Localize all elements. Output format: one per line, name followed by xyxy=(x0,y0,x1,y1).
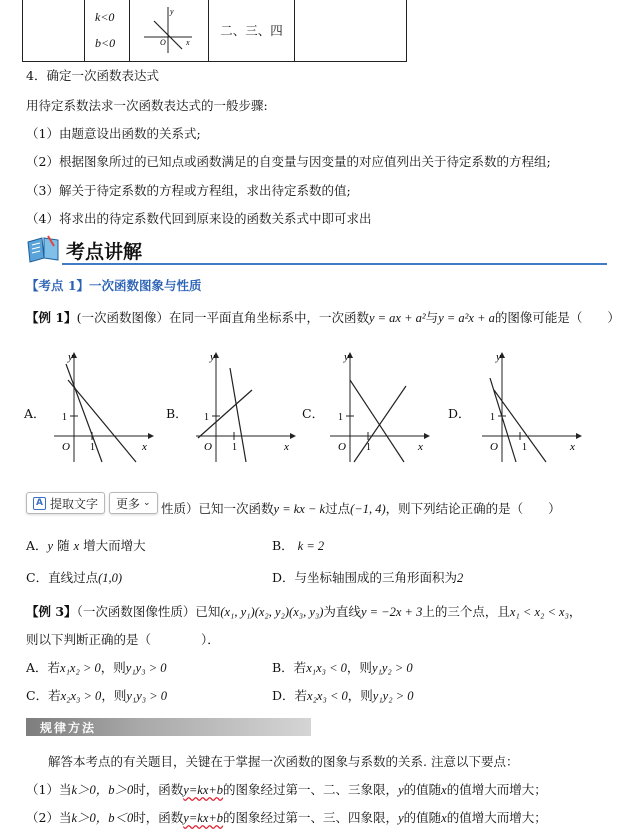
rules-p1-i: 的值增大而增大； xyxy=(446,782,547,797)
example-3-text-c: 上的三个点，且 xyxy=(422,604,510,619)
rules-p2-d: 的图象经过第一、三、四象限， xyxy=(223,810,399,825)
ex3-opt-c-math2: y₁y₃ > 0 xyxy=(126,689,168,703)
graph-d-x-one: 1 xyxy=(522,442,527,453)
example-3-text-d: ， xyxy=(568,604,582,619)
example-3-line-2: 则以下判断正确的是（ ）． xyxy=(26,632,220,647)
ex2-opt-a-t1: 随 xyxy=(57,538,70,553)
example-2-option-d xyxy=(272,568,463,586)
step-2: （2）根据图象所过的已知点或函数满足的自变量与因变量的对应值列出关于待定系数的方程组; xyxy=(26,154,551,169)
example-1-text-c: 的图像可能是（ ） xyxy=(494,310,620,325)
example-2-option-c xyxy=(26,568,122,586)
graph-a-x-label: x xyxy=(142,441,147,453)
example-3-option-b xyxy=(272,658,413,676)
ex3-opt-b-label: B．若 xyxy=(272,660,307,675)
graph-d-y-one: 1 xyxy=(490,412,495,423)
extract-text-label: 提取文字 xyxy=(50,496,99,511)
rules-p2-y: y xyxy=(398,811,404,825)
graph-b-origin: O xyxy=(204,441,212,453)
graph-a-y-label: y xyxy=(68,351,73,363)
rules-p1-cond: k＞0，b＞0 xyxy=(71,783,134,797)
example-3-question xyxy=(26,602,581,620)
svg-text:y: y xyxy=(170,7,174,16)
example-2-function: y = kx − k xyxy=(273,502,326,516)
rules-point-1 xyxy=(26,780,547,798)
graph-b-x-one: 1 xyxy=(232,442,237,453)
section-intro: 用待定系数法求一次函数表达式的一般步骤: xyxy=(26,98,268,113)
section-header-title: 考点讲解 xyxy=(66,241,143,263)
chevron-down-icon: ⌄ xyxy=(143,498,151,508)
rules-p1-a: （1）当 xyxy=(26,782,72,797)
ex2-opt-d-math: 2 xyxy=(457,571,464,585)
example-3-option-d xyxy=(272,686,414,704)
option-b-label: B． xyxy=(166,406,188,421)
step-1: （1）由题意设出函数的关系式; xyxy=(26,126,201,141)
graph-a-y-one: 1 xyxy=(62,412,67,423)
table-cell-graph xyxy=(130,0,209,62)
ex3-opt-a-math: x₁x₂ > 0 xyxy=(60,661,101,675)
example-1-label: 【例 1】 xyxy=(26,310,77,325)
graph-d-y-label: y xyxy=(496,351,501,363)
rules-p2-b: 时，函数 xyxy=(133,810,184,825)
extract-text-button[interactable] xyxy=(26,492,105,514)
ex3-opt-b-math2: y₁y₂ > 0 xyxy=(371,661,413,675)
graph-a-origin: O xyxy=(62,441,70,453)
graph-c-x-one: 1 xyxy=(366,442,371,453)
graph-option-a xyxy=(48,350,158,470)
ex2-opt-b-math: k = 2 xyxy=(297,539,325,553)
step-3: （3）解关于待定系数的方程或方程组，求出待定系数的值; xyxy=(26,183,351,198)
ex2-opt-d-label: D．与坐标轴围成的三角形面积为 xyxy=(272,570,458,585)
step-4: （4）将求出的待定系数代回到原来设的函数关系式中即可求出 xyxy=(26,211,372,226)
graph-b-y-one: 1 xyxy=(204,412,209,423)
example-2-text-a: 性质）已知一次函数 xyxy=(161,501,274,516)
rules-p1-b: 时，函数 xyxy=(133,782,184,797)
rules-p1-d: 的图象经过第一、二、三象限， xyxy=(223,782,399,797)
example-2-option-a xyxy=(26,536,146,554)
ex3-opt-d-math: x₂x₃ < 0 xyxy=(307,689,348,703)
ex3-opt-a-math2: y₁y₃ > 0 xyxy=(125,661,167,675)
rules-p1-x: x xyxy=(441,783,447,797)
example-3-label: 【例 3】 xyxy=(26,604,77,619)
example-2-text-b: 过点 xyxy=(325,501,351,516)
graph-option-c xyxy=(324,350,434,470)
mini-graph xyxy=(130,0,208,58)
ex3-opt-c-math: x₂x₃ > 0 xyxy=(60,689,102,703)
ex2-opt-a-var-y: y xyxy=(47,539,54,553)
graph-d-origin: O xyxy=(490,441,498,453)
ex2-opt-a-var-x: x xyxy=(73,539,80,553)
example-2-question xyxy=(161,499,561,517)
graph-c-y-label: y xyxy=(344,351,349,363)
header-underline xyxy=(62,263,607,265)
svg-text:O: O xyxy=(160,38,166,47)
example-1-text-b: 与 xyxy=(425,310,439,325)
example-3-text-b: 为直线 xyxy=(323,604,361,619)
ex3-opt-a-t: ，则 xyxy=(100,660,126,675)
rules-p2-func: y=kx+b xyxy=(183,811,224,825)
table-cell-empty xyxy=(23,0,85,62)
example-2-option-b xyxy=(272,536,324,554)
condition-k: k<0 xyxy=(95,10,115,24)
graph-a-x-one: 1 xyxy=(90,442,95,453)
example-3-points: (x₁, y₁)(x₂, y₂)(x₃, y₃) xyxy=(220,605,324,619)
example-2-point: (−1, 4) xyxy=(350,502,386,516)
graph-c-y-one: 1 xyxy=(338,412,343,423)
condition-b: b<0 xyxy=(95,36,116,50)
table-cell-quadrants: 二、三、四 xyxy=(209,0,295,62)
graph-b-y-label: y xyxy=(210,351,215,363)
kaodian-label: 【考点 1】一次函数图象与性质 xyxy=(26,278,202,293)
graph-option-d xyxy=(476,350,586,470)
ex2-opt-a-t2: 增大而增大 xyxy=(83,538,146,553)
rules-banner-title: 规律方法 xyxy=(40,721,97,735)
example-1-text-a: (一次函数图像）在同一平面直角坐标系中，一次函数 xyxy=(76,310,369,325)
ex3-opt-c-label: C．若 xyxy=(26,688,61,703)
example-3-line: y = −2x + 3 xyxy=(360,605,423,619)
book-icon xyxy=(24,232,64,264)
ex3-opt-b-t: ，则 xyxy=(346,660,372,675)
table-cell-empty-2 xyxy=(295,0,407,62)
selection-toolbar xyxy=(26,492,158,516)
rules-banner xyxy=(26,718,311,736)
rules-point-2 xyxy=(26,808,547,826)
example-3-option-a xyxy=(26,658,167,676)
section-title: 4．确定一次函数表达式 xyxy=(26,68,159,83)
more-label: 更多 xyxy=(116,496,141,511)
svg-text:x: x xyxy=(186,38,190,47)
example-3-text-a: （一次函数图像性质）已知 xyxy=(76,604,221,619)
rules-p1-func: y=kx+b xyxy=(183,783,224,797)
rules-p2-g: 的值随 xyxy=(403,810,442,825)
ex2-opt-b-label: B． xyxy=(272,538,294,553)
example-3-option-c xyxy=(26,686,167,704)
quadrant-table xyxy=(22,0,407,62)
graph-c-origin: O xyxy=(338,441,346,453)
rules-p2-cond: k＞0，b＜0 xyxy=(71,811,134,825)
graph-b-x-label: x xyxy=(284,441,289,453)
graph-c-x-label: x xyxy=(418,441,423,453)
example-2-text-c: ，则下列结论正确的是（ ） xyxy=(385,501,561,516)
table-cell-conditions xyxy=(85,0,130,62)
option-c-label: C． xyxy=(302,406,325,421)
graph-option-b xyxy=(190,350,300,470)
graph-d-x-label: x xyxy=(570,441,575,453)
option-d-label: D． xyxy=(448,406,471,421)
rules-p2-x: x xyxy=(441,811,447,825)
ex3-opt-c-t: ，则 xyxy=(101,688,127,703)
example-3-cond: x₁ < x₂ < x₃ xyxy=(509,605,569,619)
ex3-opt-b-math: x₁x₃ < 0 xyxy=(306,661,347,675)
rules-p1-g: 的值随 xyxy=(403,782,442,797)
option-a-label: A． xyxy=(24,406,46,421)
example-1-f2: y = a²x + a xyxy=(438,311,495,325)
rules-p2-a: （2）当 xyxy=(26,810,72,825)
ex2-opt-a-label: A． xyxy=(26,538,48,553)
example-1-f1: y = ax + a² xyxy=(368,311,426,325)
ex2-opt-c-label: C．直线过点 xyxy=(26,570,99,585)
rules-p1-y: y xyxy=(398,783,404,797)
ex3-opt-a-label: A．若 xyxy=(26,660,61,675)
rules-intro: 解答本考点的有关题目，关键在于掌握一次函数的图象与系数的关系. 注意以下要点： xyxy=(48,754,519,769)
ex3-opt-d-t: ，则 xyxy=(347,688,373,703)
text-scan-icon: A xyxy=(33,497,46,510)
rules-p2-i: 的值增大而增大； xyxy=(446,810,547,825)
ex3-opt-d-label: D．若 xyxy=(272,688,308,703)
ex3-opt-d-math2: y₁y₂ > 0 xyxy=(372,689,414,703)
example-1-question xyxy=(26,308,620,326)
ex2-opt-c-math: (1,0) xyxy=(98,571,123,585)
more-button[interactable] xyxy=(109,492,158,514)
